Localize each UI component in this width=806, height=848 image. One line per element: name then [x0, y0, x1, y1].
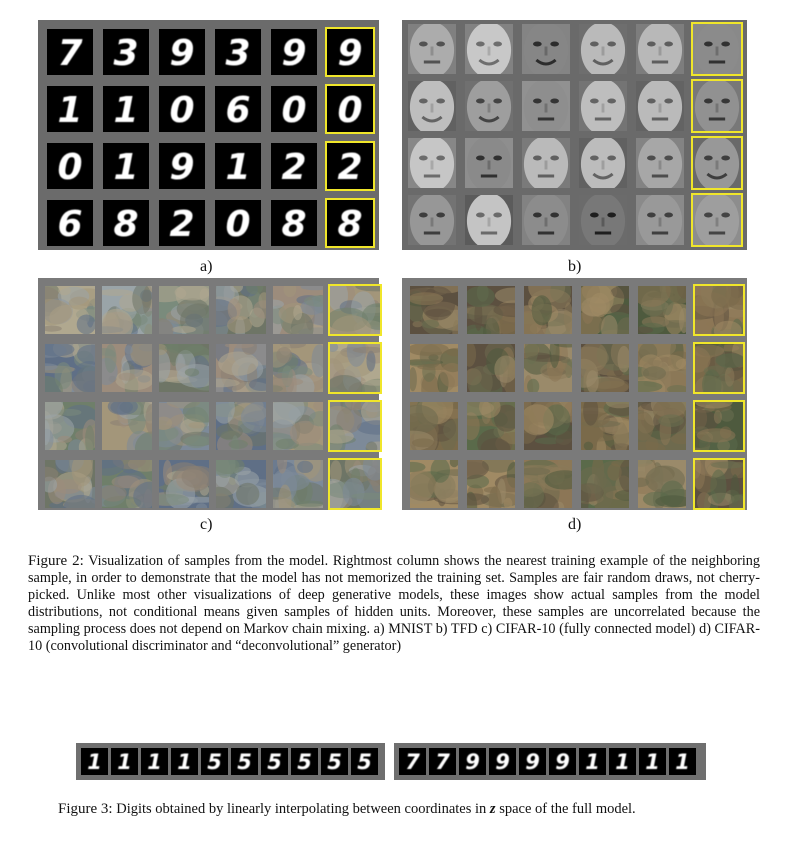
mnist-sample — [47, 29, 93, 75]
cifar-fc-sample — [45, 286, 95, 334]
panel-c-label: c) — [200, 516, 213, 533]
cifar-conv-sample — [581, 460, 629, 508]
tfd-sample — [408, 24, 456, 74]
svg-text:0: 0 — [169, 89, 195, 131]
figure3-caption-label: Figure 3: — [58, 801, 113, 817]
figure2-panel-a — [38, 20, 379, 250]
mnist-sample — [103, 29, 149, 75]
cifar-conv-sample — [467, 286, 515, 334]
cifar-conv-sample — [524, 286, 572, 334]
figure2-panel-d — [402, 278, 747, 510]
svg-text:1: 1 — [147, 750, 162, 775]
svg-text:9: 9 — [169, 32, 195, 74]
tfd-sample — [636, 24, 684, 74]
cifar-fc-sample — [273, 402, 323, 450]
cifar-conv-sample — [524, 402, 572, 450]
interp-left-digit — [141, 748, 168, 775]
svg-text:1: 1 — [177, 750, 192, 775]
cifar-conv-sample — [581, 286, 629, 334]
cifar-fc-nearest-training-example — [330, 402, 380, 450]
mnist-sample — [271, 29, 317, 75]
interp-left-digit — [321, 748, 348, 775]
cifar-fc-sample — [159, 286, 209, 334]
svg-text:5: 5 — [237, 750, 252, 775]
interp-right-digit — [549, 748, 576, 775]
interp-right-digit — [669, 748, 696, 775]
interp-right-digit — [459, 748, 486, 775]
mnist-sample — [271, 200, 317, 246]
cifar-fc-sample — [273, 344, 323, 392]
interp-right-digit — [489, 748, 516, 775]
svg-text:1: 1 — [87, 750, 102, 775]
mnist-sample — [47, 143, 93, 189]
svg-text:5: 5 — [327, 750, 342, 775]
figure3-strip-right — [394, 743, 706, 780]
tfd-sample — [636, 138, 684, 188]
cifar-conv-sample — [638, 344, 686, 392]
cifar-conv-sample — [410, 460, 458, 508]
svg-text:2: 2 — [281, 146, 307, 188]
cifar-conv-nearest-training-example — [695, 344, 743, 392]
cifar-conv-sample — [410, 402, 458, 450]
svg-text:9: 9 — [281, 32, 307, 74]
svg-text:1: 1 — [615, 750, 630, 775]
cifar-conv-sample — [524, 460, 572, 508]
mnist-sample — [103, 143, 149, 189]
svg-text:3: 3 — [225, 32, 251, 74]
figure3-caption-before: Digits obtained by linearly interpolating between coordinates in — [116, 801, 487, 817]
svg-text:8: 8 — [337, 203, 363, 245]
figure2-caption-text: Visualization of samples from the model. Rightmost column shows the nearest training example of the neighboring sample, in order to demonstrate that the model has not memorized the training set. Samples are fair random draws, not cherry-picked. Unlike most other visualizations of deep generative models, these images show actual samples from the model distributions, not conditional means given samples of hidden units. Moreover, these samples are uncorrelated because the sampling process does not depend on Markov chain mixing. a) MNIST b) TFD c) CIFAR-10 (fully connected model) d) CIFAR-10 (convolutional discriminator and “deconvolutional” generator) — [28, 553, 760, 654]
tfd-sample — [465, 138, 513, 188]
figure2-panel-c — [38, 278, 379, 510]
tfd-sample — [408, 138, 456, 188]
tfd-sample — [522, 138, 570, 188]
svg-text:1: 1 — [645, 750, 660, 775]
svg-text:6: 6 — [57, 203, 83, 245]
cifar-conv-sample — [467, 460, 515, 508]
svg-text:8: 8 — [113, 203, 139, 245]
tfd-nearest-training-example — [693, 24, 741, 74]
svg-text:9: 9 — [495, 750, 510, 775]
figure2-panel-b — [402, 20, 747, 250]
mnist-sample — [159, 143, 205, 189]
mnist-sample — [271, 143, 317, 189]
cifar-fc-sample — [102, 286, 152, 334]
tfd-sample — [522, 195, 570, 245]
interp-left-digit — [291, 748, 318, 775]
mnist-sample — [215, 200, 261, 246]
svg-text:5: 5 — [267, 750, 282, 775]
cifar-fc-sample — [159, 344, 209, 392]
svg-text:5: 5 — [207, 750, 222, 775]
cifar-conv-nearest-training-example — [695, 402, 743, 450]
svg-text:1: 1 — [113, 146, 139, 188]
cifar-conv-nearest-training-example — [695, 460, 743, 508]
interp-left-digit — [171, 748, 198, 775]
svg-text:1: 1 — [585, 750, 600, 775]
svg-text:2: 2 — [337, 146, 363, 188]
interp-left-digit — [201, 748, 228, 775]
cifar-fc-sample — [102, 402, 152, 450]
svg-text:1: 1 — [117, 750, 132, 775]
mnist-sample — [215, 86, 261, 132]
tfd-sample — [465, 195, 513, 245]
cifar-conv-sample — [467, 402, 515, 450]
figure3-caption-after: space of the full model. — [499, 801, 636, 817]
cifar-fc-nearest-training-example — [330, 286, 380, 334]
cifar-fc-sample — [102, 460, 152, 508]
mnist-sample — [103, 200, 149, 246]
interp-right-digit — [399, 748, 426, 775]
figure2-caption — [28, 553, 760, 655]
cifar-conv-sample — [410, 286, 458, 334]
svg-text:0: 0 — [337, 89, 363, 131]
svg-text:5: 5 — [357, 750, 372, 775]
svg-text:1: 1 — [675, 750, 690, 775]
interp-left-digit — [351, 748, 378, 775]
tfd-sample — [408, 195, 456, 245]
cifar-fc-sample — [45, 344, 95, 392]
svg-text:9: 9 — [525, 750, 540, 775]
tfd-sample — [465, 24, 513, 74]
figure2-caption-label: Figure 2: — [28, 553, 84, 569]
cifar-conv-sample — [581, 402, 629, 450]
mnist-sample — [103, 86, 149, 132]
cifar-conv-nearest-training-example — [695, 286, 743, 334]
panel-b-label: b) — [568, 258, 582, 275]
tfd-sample — [579, 81, 627, 131]
mnist-sample — [159, 29, 205, 75]
cifar-fc-sample — [216, 286, 266, 334]
interp-right-digit — [579, 748, 606, 775]
mnist-sample — [159, 200, 205, 246]
tfd-nearest-training-example — [693, 81, 741, 131]
svg-text:1: 1 — [225, 146, 251, 188]
svg-text:5: 5 — [297, 750, 312, 775]
cifar-fc-sample — [273, 286, 323, 334]
svg-text:0: 0 — [225, 203, 251, 245]
interp-right-digit — [429, 748, 456, 775]
panel-a-label: a) — [200, 258, 213, 275]
cifar-conv-sample — [638, 286, 686, 334]
svg-text:9: 9 — [169, 146, 195, 188]
cifar-fc-sample — [216, 344, 266, 392]
interp-left-digit — [111, 748, 138, 775]
interp-left-digit — [81, 748, 108, 775]
figure3-strip-left — [76, 743, 385, 780]
tfd-sample — [465, 81, 513, 131]
figure3-caption-symbol: z — [489, 801, 496, 817]
cifar-fc-sample — [45, 402, 95, 450]
tfd-sample — [636, 81, 684, 131]
tfd-sample — [636, 195, 684, 245]
cifar-conv-sample — [467, 344, 515, 392]
cifar-fc-sample — [159, 402, 209, 450]
mnist-nearest-training-example — [327, 200, 373, 246]
mnist-nearest-training-example — [327, 143, 373, 189]
cifar-fc-sample — [216, 460, 266, 508]
svg-text:9: 9 — [555, 750, 570, 775]
panel-d-label: d) — [568, 516, 582, 533]
interp-right-digit — [639, 748, 666, 775]
interp-right-digit — [609, 748, 636, 775]
mnist-sample — [47, 86, 93, 132]
tfd-nearest-training-example — [693, 138, 741, 188]
mnist-sample — [47, 200, 93, 246]
svg-text:0: 0 — [281, 89, 307, 131]
cifar-conv-sample — [524, 344, 572, 392]
svg-text:8: 8 — [281, 203, 307, 245]
cifar-conv-sample — [581, 344, 629, 392]
interp-left-digit — [231, 748, 258, 775]
tfd-sample — [579, 24, 627, 74]
cifar-conv-sample — [638, 402, 686, 450]
svg-text:9: 9 — [465, 750, 480, 775]
mnist-sample — [215, 143, 261, 189]
svg-text:1: 1 — [57, 89, 83, 131]
svg-text:7: 7 — [435, 750, 450, 775]
mnist-sample — [215, 29, 261, 75]
tfd-sample — [522, 24, 570, 74]
svg-text:2: 2 — [169, 203, 195, 245]
tfd-sample — [522, 81, 570, 131]
tfd-nearest-training-example — [693, 195, 741, 245]
svg-text:9: 9 — [337, 32, 363, 74]
tfd-sample — [408, 81, 456, 131]
interp-left-digit — [261, 748, 288, 775]
cifar-fc-sample — [159, 460, 209, 508]
svg-text:7: 7 — [57, 32, 83, 74]
cifar-fc-sample — [273, 460, 323, 508]
cifar-fc-sample — [216, 402, 266, 450]
interp-right-digit — [519, 748, 546, 775]
svg-text:1: 1 — [113, 89, 139, 131]
svg-text:7: 7 — [405, 750, 420, 775]
cifar-conv-sample — [410, 344, 458, 392]
svg-text:6: 6 — [225, 89, 251, 131]
tfd-sample — [579, 138, 627, 188]
tfd-sample — [579, 195, 627, 245]
cifar-fc-nearest-training-example — [330, 460, 380, 508]
svg-text:0: 0 — [57, 146, 83, 188]
cifar-fc-nearest-training-example — [330, 344, 380, 392]
svg-text:3: 3 — [113, 32, 139, 74]
mnist-sample — [271, 86, 317, 132]
mnist-nearest-training-example — [327, 29, 373, 75]
cifar-fc-sample — [45, 460, 95, 508]
cifar-conv-sample — [638, 460, 686, 508]
figure3-caption — [58, 801, 758, 818]
cifar-fc-sample — [102, 344, 152, 392]
mnist-nearest-training-example — [327, 86, 373, 132]
mnist-sample — [159, 86, 205, 132]
